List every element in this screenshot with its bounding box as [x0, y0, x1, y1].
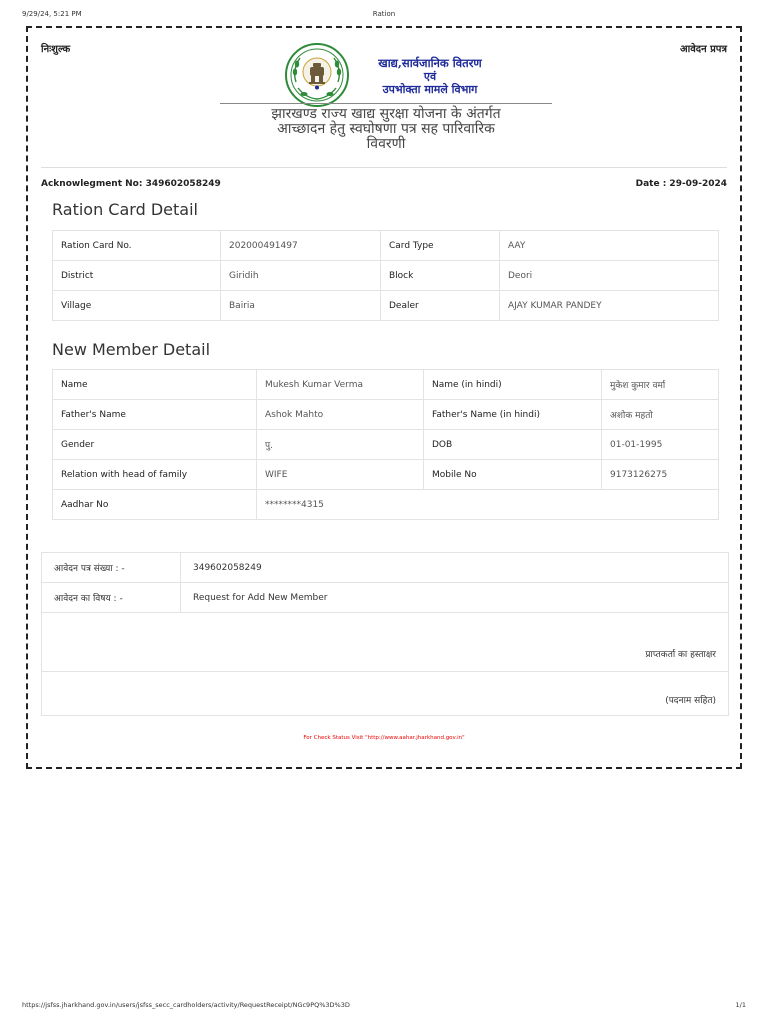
- print-datetime: 9/29/24, 5:21 PM: [22, 10, 82, 18]
- father-name-hindi-label: Father's Name (in hindi): [424, 400, 602, 430]
- dob-value: 01-01-1995: [602, 430, 719, 460]
- table-row: [42, 672, 729, 716]
- application-number-label: आवेदन पत्र संख्या : -: [42, 553, 181, 583]
- table-row: [53, 370, 719, 400]
- card-type-label: Card Type: [381, 231, 500, 261]
- table-row: [42, 613, 729, 672]
- new-member-section-title: New Member Detail: [52, 340, 211, 359]
- scheme-title-line1: झारखण्ड राज्य खाद्य सुरक्षा योजना के अंतर्गत: [271, 106, 501, 122]
- aadhar-label: Aadhar No: [53, 490, 257, 520]
- father-name-label: Father's Name: [53, 400, 257, 430]
- father-name-hindi-value: अशोक महतो: [602, 400, 719, 430]
- ration-card-table: [52, 230, 719, 321]
- print-page-count: 1/1: [735, 1001, 746, 1009]
- dealer-value: AJAY KUMAR PANDEY: [500, 291, 719, 321]
- mobile-label: Mobile No: [424, 460, 602, 490]
- district-label: District: [53, 261, 221, 291]
- ration-card-no-label: Ration Card No.: [53, 231, 221, 261]
- department-name-line3: उपभोक्ता मामले विभाग: [382, 83, 478, 96]
- table-row: [53, 460, 719, 490]
- relation-label: Relation with head of family: [53, 460, 257, 490]
- table-row: [53, 430, 719, 460]
- scheme-title-line3: विवरणी: [366, 136, 406, 152]
- title-divider: [220, 103, 552, 104]
- mobile-value: 9173126275: [602, 460, 719, 490]
- ration-card-no-value: 202000491497: [221, 231, 381, 261]
- village-label: Village: [53, 291, 221, 321]
- state-emblem-icon: [284, 42, 350, 108]
- table-row: [53, 400, 719, 430]
- table-row: [53, 231, 719, 261]
- application-number-value: 349602058249: [181, 553, 729, 583]
- block-label: Block: [381, 261, 500, 291]
- acknowledgement-line: [41, 179, 727, 193]
- header-separator: [41, 167, 727, 168]
- scheme-title-line2: आच्छादन हेतु स्वघोषणा पत्र सह पारिवारिक: [277, 121, 495, 137]
- name-value: Mukesh Kumar Verma: [257, 370, 424, 400]
- acknowledgement-date: Date : 29-09-2024: [635, 179, 727, 189]
- new-member-table: [52, 369, 719, 520]
- status-check-note: For Check Status Visit "http://www.aahar.jharkhand.gov.in": [303, 735, 465, 741]
- department-name: [350, 57, 510, 96]
- designation-label: (पदनाम सहित): [42, 672, 729, 716]
- print-footer: [22, 1001, 746, 1013]
- dob-label: DOB: [424, 430, 602, 460]
- form-label: आवेदन प्रपत्र: [679, 44, 727, 55]
- department-name-line2: एवं: [423, 70, 437, 83]
- free-label: निःशुल्क: [41, 44, 71, 55]
- application-subject-label: आवेदन का विषय : -: [42, 583, 181, 613]
- receipt-frame: [26, 26, 742, 769]
- aadhar-value: ********4315: [257, 490, 719, 520]
- village-value: Bairia: [221, 291, 381, 321]
- print-page-title: Ration: [372, 10, 396, 18]
- dealer-label: Dealer: [381, 291, 500, 321]
- name-label: Name: [53, 370, 257, 400]
- department-name-line1: खाद्य,सार्वजानिक वितरण: [378, 56, 482, 70]
- name-hindi-value: मुकेश कुमार वर्मा: [602, 370, 719, 400]
- name-hindi-label: Name (in hindi): [424, 370, 602, 400]
- application-subject-value: Request for Add New Member: [181, 583, 729, 613]
- table-row: [42, 583, 729, 613]
- application-table: [41, 552, 729, 716]
- print-url: https://jsfss.jharkhand.gov.in/users/jsfss_secc_cardholders/activity/RequestReceipt/NGc9PQ%3D%3D: [22, 1001, 350, 1009]
- father-name-value: Ashok Mahto: [257, 400, 424, 430]
- receiver-signature: प्राप्तकर्ता का हस्ताक्षर: [42, 613, 729, 672]
- block-value: Deori: [500, 261, 719, 291]
- gender-value: पु.: [257, 430, 424, 460]
- ration-card-section-title: Ration Card Detail: [52, 200, 198, 219]
- card-type-value: AAY: [500, 231, 719, 261]
- table-row: [53, 261, 719, 291]
- district-value: Giridih: [221, 261, 381, 291]
- department-logo: [284, 42, 350, 108]
- print-header: [22, 10, 746, 22]
- relation-value: WIFE: [257, 460, 424, 490]
- acknowledgement-number: Acknowlegment No: 349602058249: [41, 179, 221, 189]
- table-row: [53, 490, 719, 520]
- scheme-title: [220, 107, 552, 152]
- table-row: [42, 553, 729, 583]
- gender-label: Gender: [53, 430, 257, 460]
- table-row: [53, 291, 719, 321]
